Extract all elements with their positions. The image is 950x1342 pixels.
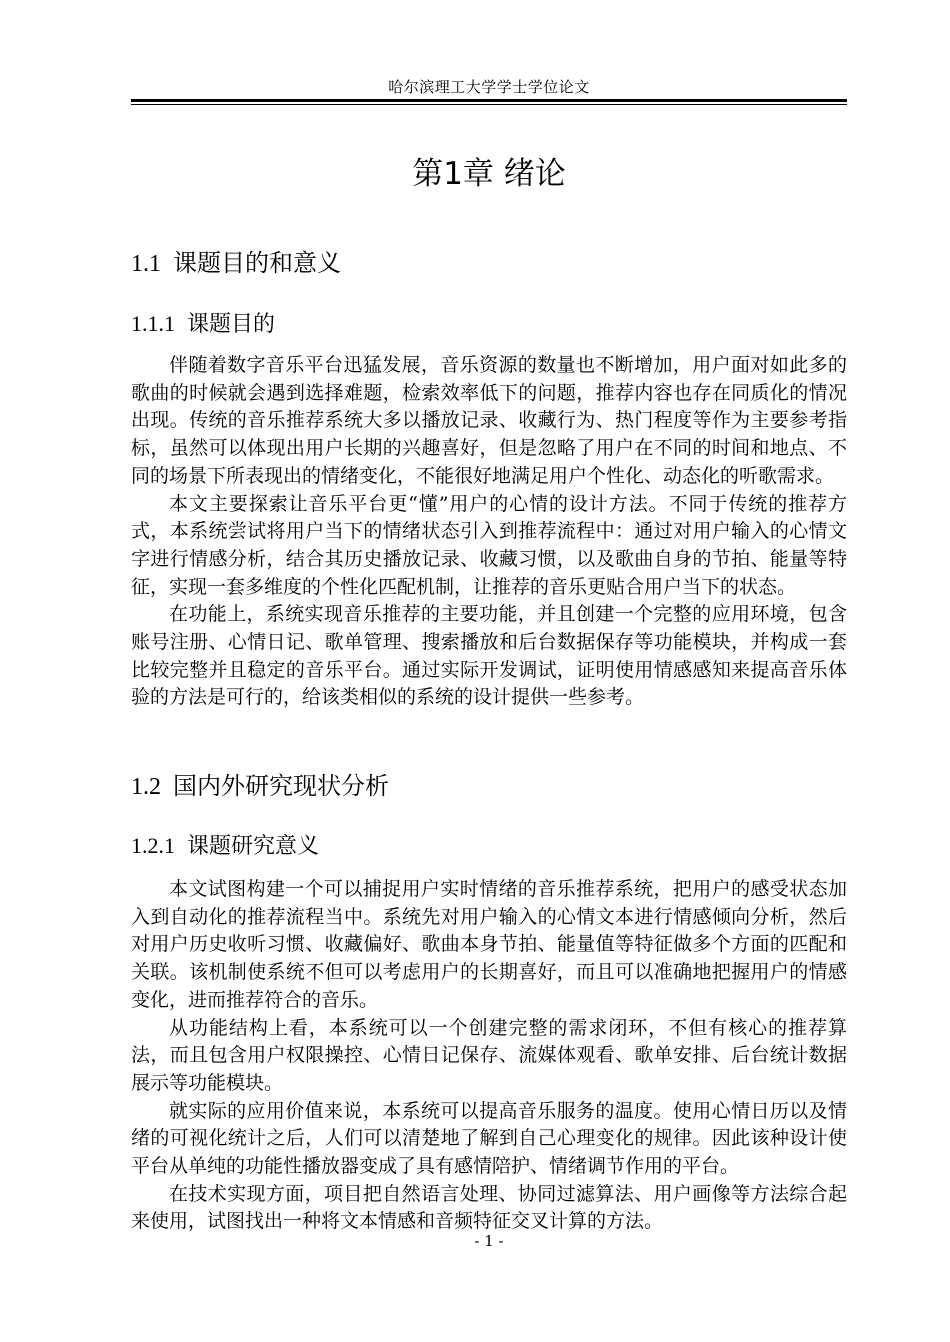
page-number: - 1 - [474,1232,504,1250]
subsection-title: 课题研究意义 [187,834,320,859]
section-title: 课题目的和意义 [173,249,341,277]
paragraph: 伴随着数字音乐平台迅猛发展，音乐资源的数量也不断增加，用户面对如此多的歌曲的时候就会遇到选择难题，检索效率低下的问题，推荐内容也存在同质化的情况出现。传统的音乐推荐系统大多以播放记录、收藏行为、热门程度等作为主要参考指标，虽然可以体现出用户长期的兴趣喜好，但是忽略了用户在不同的时间和地点、不同的场景下所表现出的情绪变化，不能很好地满足用户个性化、动态化的听歌需求。 [131,354,847,487]
subsection-heading-1-1-1 [131,310,275,339]
subsection-heading-1-2-1 [131,832,319,861]
header-rule-thin [131,104,847,105]
subsection-number: 1.2.1 [131,833,175,858]
subsection-title: 课题目的 [187,312,276,337]
body-text-1-2-1 [131,876,847,1236]
paragraph: 在功能上，系统实现音乐推荐的主要功能，并且创建一个完整的应用环境，包含账号注册、心情日记、歌单管理、搜索播放和后台数据保存等功能模块，并构成一套比较完整并且稳定的音乐平台。通过实际开发调试，证明使用情感感知来提高音乐体验的方法是可行的，给该类相似的系统的设计提供一些参考。 [131,603,847,709]
section-heading-1-1 [131,248,341,279]
subsection-number: 1.1.1 [131,311,175,336]
running-header: 哈尔滨理工大学学士学位论文 [388,78,590,96]
body-text-1-1-1 [131,352,847,712]
document-page [131,0,847,1342]
paragraph: 从功能结构上看，本系统可以一个创建完整的需求闭环，不但有核心的推荐算法，而且包含用户权限操控、心情日记保存、流媒体观看、歌单安排、后台统计数据展示等功能模块。 [131,1016,847,1094]
section-number: 1.1 [131,251,161,277]
section-title: 国内外研究现状分析 [173,772,389,800]
section-number: 1.2 [131,774,161,800]
chapter-title: 第1章 绪论 [412,156,566,192]
header-rule-thick [131,99,847,102]
paragraph: 就实际的应用价值来说，本系统可以提高音乐服务的温度。使用心情日历以及情绪的可视化统计之后，人们可以清楚地了解到自己心理变化的规律。因此该种设计使平台从单纯的功能性播放器变成了具有感情陪护、情绪调节作用的平台。 [131,1099,847,1178]
paragraph: 本文试图构建一个可以捕捉用户实时情绪的音乐推荐系统，把用户的感受状态加入到自动化的推荐流程当中。系统先对用户输入的心情文本进行情感倾向分析，然后对用户历史收听习惯、收藏偏好、歌曲本身节拍、能量值等特征做多个方面的匹配和关联。该机制使系统不但可以考虑用户的长期喜好，而且可以准确地把握用户的情感变化，进而推荐符合的音乐。 [131,878,847,1011]
paragraph: 本文主要探索让音乐平台更“懂”用户的心情的设计方法。不同于传统的推荐方式，本系统尝试将用户当下的情绪状态引入到推荐流程中：通过对用户输入的心情文字进行情感分析，结合其历史播放记录、收藏习惯，以及歌曲自身的节拍、能量等特征，实现一套多维度的个性化匹配机制，让推荐的音乐更贴合用户当下的状态。 [131,492,847,598]
section-heading-1-2 [131,771,389,802]
paragraph: 在技术实现方面，项目把自然语言处理、协同过滤算法、用户画像等方法综合起来使用，试图找出一种将文本情感和音频特征交叉计算的方法。 [131,1182,847,1233]
